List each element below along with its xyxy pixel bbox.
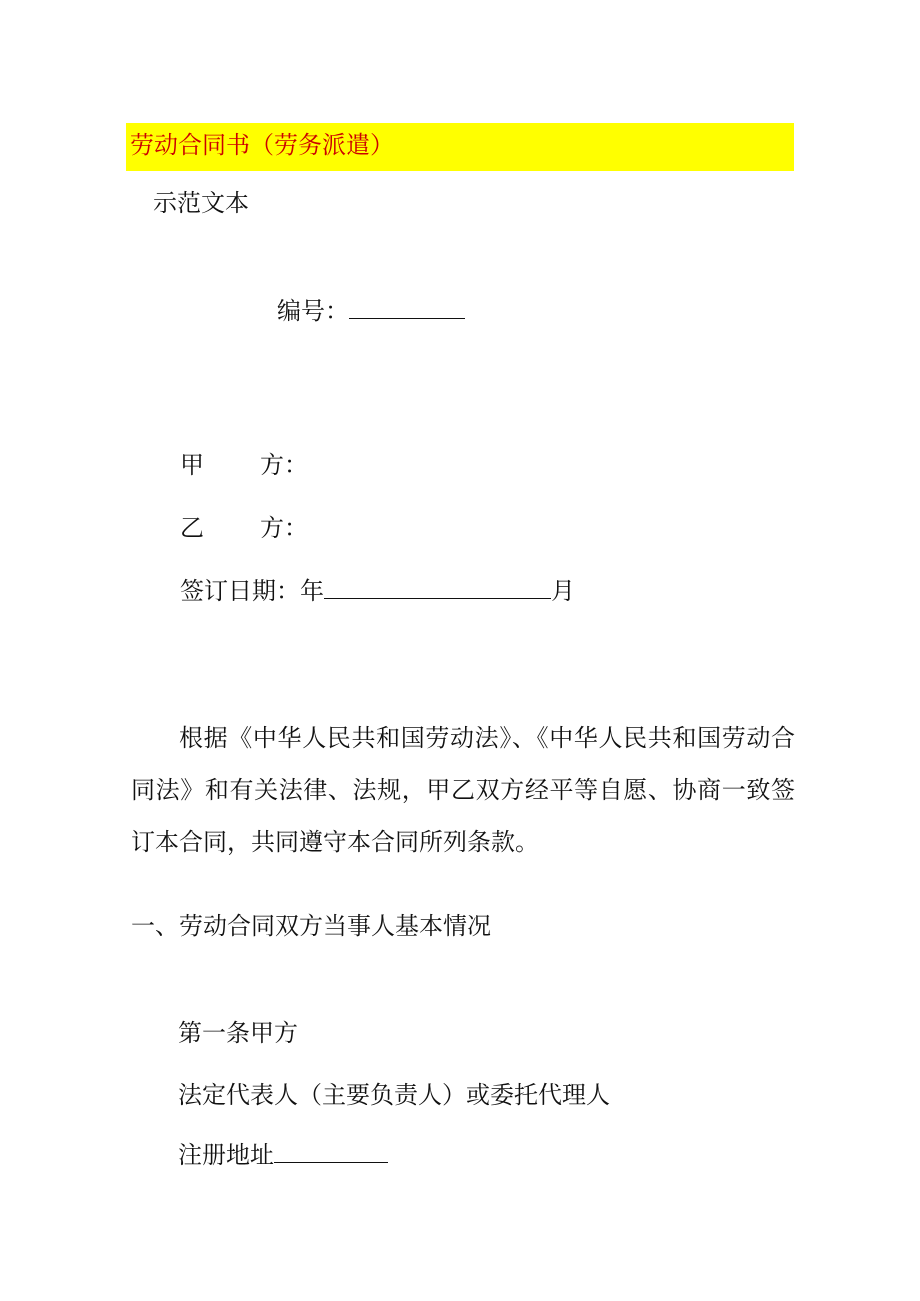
sign-date-field[interactable] (324, 576, 551, 599)
contract-number-label: 编号： (277, 297, 349, 325)
party-a-char2: 方： (260, 451, 308, 479)
document-subtitle: 示范文本 (153, 189, 249, 217)
party-b-char1: 乙 (180, 514, 204, 542)
party-b-char2: 方： (260, 514, 308, 542)
preamble-paragraph: 根据《中华人民共和国劳动法》、《中华人民共和国劳动合同法》和有关法律、法规，甲乙双方经平等自愿、协商一致签订本合同，共同遵守本合同所列条款。 (131, 724, 795, 856)
sign-date-label: 签订日期：年 (180, 577, 324, 605)
party-b-row (180, 511, 308, 545)
reg-address-row (178, 1138, 388, 1172)
party-a-char1: 甲 (180, 451, 204, 479)
article1-heading: 第一条甲方 (178, 1019, 298, 1047)
sign-date-suffix: 月 (551, 577, 575, 605)
legal-rep-label: 法定代表人（主要负责人）或委托代理人 (178, 1081, 610, 1109)
party-a-row (180, 448, 308, 482)
contract-number-field[interactable] (349, 296, 465, 319)
sign-date-row (180, 574, 575, 608)
document-title: 劳动合同书（劳务派遣） (130, 131, 394, 159)
contract-number-row (277, 294, 465, 328)
reg-address-field[interactable] (274, 1140, 388, 1163)
reg-address-label: 注册地址 (178, 1141, 274, 1169)
section1-heading: 一、劳动合同双方当事人基本情况 (131, 912, 491, 940)
